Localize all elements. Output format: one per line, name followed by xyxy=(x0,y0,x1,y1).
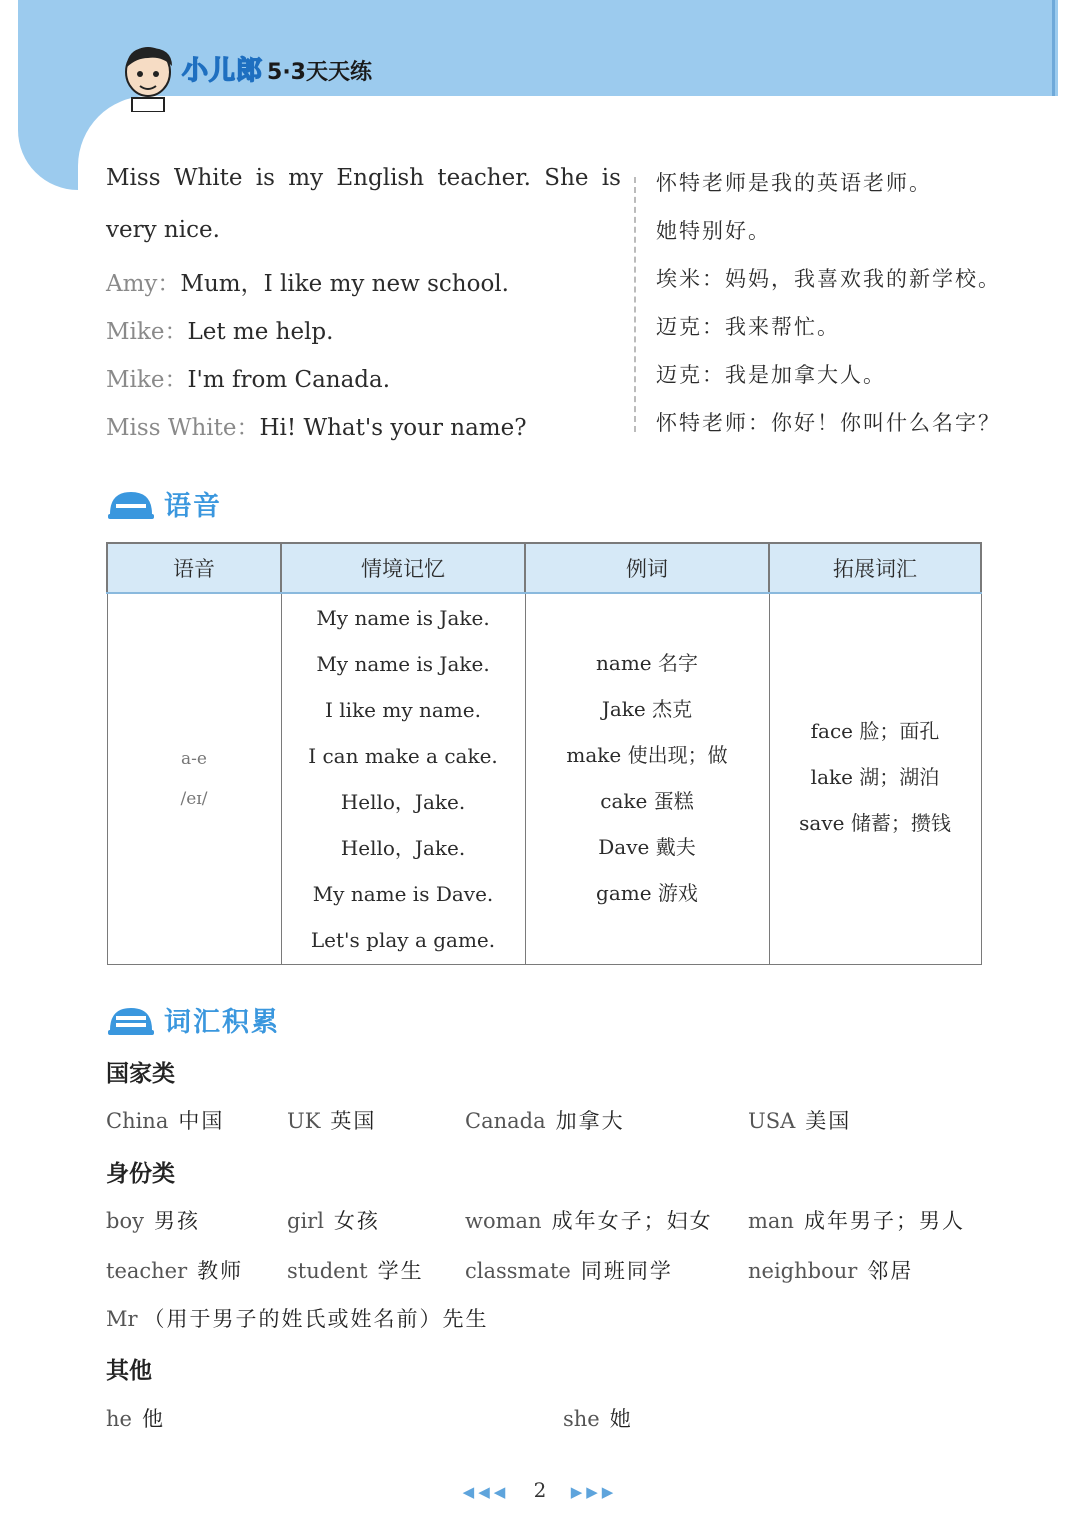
vocab-word xyxy=(465,1105,625,1135)
vocab-chinese: 女孩 xyxy=(333,1209,380,1233)
vocab-chinese: 同班同学 xyxy=(580,1259,673,1283)
vocab-word xyxy=(106,1255,243,1285)
vocab-english: he xyxy=(106,1407,132,1431)
dialogue-text: Let me help. xyxy=(187,319,334,345)
vocab-word xyxy=(106,1403,165,1433)
phonics-header: 语音 xyxy=(107,543,281,593)
dialogue-text: Miss White is my English teacher. She is xyxy=(106,165,621,191)
vocab-category: 身份类 xyxy=(106,1161,175,1187)
vocab-english: student xyxy=(287,1259,368,1283)
next-arrows-icon: ▶▶▶ xyxy=(570,1483,618,1501)
dialogue-text: Mum，I like my new school. xyxy=(180,271,509,297)
example-word: make 使出现；做 xyxy=(566,743,728,767)
example-word: Dave 戴夫 xyxy=(598,835,696,859)
chant-line: Hello，Jake. xyxy=(340,836,466,860)
section-badge-icon xyxy=(106,486,156,522)
vocab-english: Canada xyxy=(465,1109,546,1133)
phonics-header: 拓展词汇 xyxy=(769,543,981,593)
intro-english-line xyxy=(106,409,527,442)
mascot-icon xyxy=(118,42,180,112)
intro-english-line xyxy=(106,265,509,298)
phonics-header: 例词 xyxy=(525,543,769,593)
vocab-english: classmate xyxy=(465,1259,571,1283)
vocab-word xyxy=(106,1303,489,1333)
vocab-word xyxy=(106,1205,200,1235)
phonics-ipa: /eɪ/ xyxy=(180,789,208,809)
phonics-header: 情境记忆 xyxy=(281,543,525,593)
brand-name: 小儿郎 xyxy=(182,56,264,86)
intro-chinese-line: 她特别好。 xyxy=(656,219,771,243)
intro-english-line xyxy=(106,165,621,191)
vocab-chinese: 中国 xyxy=(178,1109,225,1133)
vocab-title: 词汇积累 xyxy=(164,1007,280,1038)
vocab-chinese: 成年男子；男人 xyxy=(803,1209,965,1233)
dialogue-text: Hi! What's your name? xyxy=(259,415,527,441)
prev-arrows-icon: ◀◀◀ xyxy=(462,1483,510,1501)
phonics-sound: a-e xyxy=(181,749,207,769)
intro-chinese-line: 埃米：妈妈，我喜欢我的新学校。 xyxy=(656,267,1001,291)
vocab-chinese: 他 xyxy=(141,1407,165,1431)
vocab-word xyxy=(748,1205,965,1235)
example-word: game 游戏 xyxy=(596,881,698,905)
vocab-word xyxy=(106,1105,224,1135)
example-word: cake 蛋糕 xyxy=(600,789,694,813)
vocab-chinese: （用于男子的姓氏或姓名前）先生 xyxy=(143,1307,489,1331)
vocab-word xyxy=(563,1403,633,1433)
header-curve xyxy=(78,96,1078,216)
phonics-extended-cell xyxy=(769,593,981,965)
extended-word: save 储蓄；攒钱 xyxy=(799,811,951,835)
vocab-english: woman xyxy=(465,1209,542,1233)
vocab-english: USA xyxy=(748,1109,796,1133)
phonics-title: 语音 xyxy=(164,491,222,522)
dialogue-text: very nice. xyxy=(106,217,220,243)
vocab-chinese: 学生 xyxy=(377,1259,424,1283)
intro-english-line xyxy=(106,361,390,394)
chant-line: My name is Jake. xyxy=(316,606,490,630)
chant-line: My name is Jake. xyxy=(316,652,490,676)
vocab-word xyxy=(748,1105,851,1135)
speaker-label: Amy： xyxy=(106,271,181,297)
intro-english-line xyxy=(106,217,220,243)
page-footer xyxy=(0,1478,1080,1502)
phonics-examples-cell xyxy=(525,593,769,965)
vocab-chinese: 加拿大 xyxy=(555,1109,625,1133)
vocab-chinese: 英国 xyxy=(330,1109,377,1133)
vocab-heading xyxy=(106,1000,280,1039)
example-word: name 名字 xyxy=(596,651,698,675)
brand-logo xyxy=(182,50,372,87)
vocab-word xyxy=(287,1255,424,1285)
page-number: 2 xyxy=(533,1478,547,1502)
vocab-english: boy xyxy=(106,1209,144,1233)
vocab-chinese: 男孩 xyxy=(153,1209,200,1233)
chant-line: My name is Dave. xyxy=(312,882,494,906)
vocab-category: 其他 xyxy=(106,1358,152,1384)
vocab-word xyxy=(287,1105,376,1135)
intro-chinese-line: 迈克：我是加拿大人。 xyxy=(656,363,886,387)
vocab-english: she xyxy=(563,1407,600,1431)
section-badge-icon xyxy=(106,1002,156,1038)
vocab-english: man xyxy=(748,1209,794,1233)
phonics-heading xyxy=(106,484,222,523)
intro-chinese-line: 怀特老师是我的英语老师。 xyxy=(656,171,932,195)
speaker-label: Mike： xyxy=(106,319,188,345)
example-word: Jake 杰克 xyxy=(601,697,693,721)
speaker-label: Miss White： xyxy=(106,415,260,441)
vocab-english: teacher xyxy=(106,1259,188,1283)
brand-series: 5·3天天练 xyxy=(267,60,372,85)
vocab-english: UK xyxy=(287,1109,321,1133)
vocab-chinese: 美国 xyxy=(805,1109,852,1133)
vocab-chinese: 教师 xyxy=(197,1259,244,1283)
vocab-word xyxy=(465,1205,713,1235)
vocab-chinese: 邻居 xyxy=(867,1259,914,1283)
vocab-english: Mr xyxy=(106,1307,138,1331)
phonics-chant-cell xyxy=(281,593,525,965)
intro-divider xyxy=(634,177,636,432)
speaker-label: Mike： xyxy=(106,367,188,393)
chant-line: I like my name. xyxy=(325,698,481,722)
vocab-word xyxy=(287,1205,380,1235)
extended-word: face 脸；面孔 xyxy=(810,719,940,743)
chant-line: Hello，Jake. xyxy=(340,790,466,814)
phonics-table xyxy=(106,542,982,965)
dialogue-text: I'm from Canada. xyxy=(187,367,391,393)
intro-chinese-line: 迈克：我来帮忙。 xyxy=(656,315,840,339)
intro-english-line xyxy=(106,313,333,346)
phonics-sound-cell xyxy=(107,593,281,965)
vocab-word xyxy=(465,1255,673,1285)
vocab-english: China xyxy=(106,1109,169,1133)
extended-word: lake 湖；湖泊 xyxy=(810,765,940,789)
vocab-category: 国家类 xyxy=(106,1061,175,1087)
intro-chinese-line: 怀特老师：你好！你叫什么名字？ xyxy=(656,411,1001,435)
vocab-word xyxy=(748,1255,913,1285)
chant-line: Let's play a game. xyxy=(310,928,496,952)
vocab-english: neighbour xyxy=(748,1259,858,1283)
vocab-chinese: 她 xyxy=(609,1407,633,1431)
chant-line: I can make a cake. xyxy=(308,744,498,768)
vocab-chinese: 成年女子；妇女 xyxy=(551,1209,713,1233)
vocab-english: girl xyxy=(287,1209,324,1233)
